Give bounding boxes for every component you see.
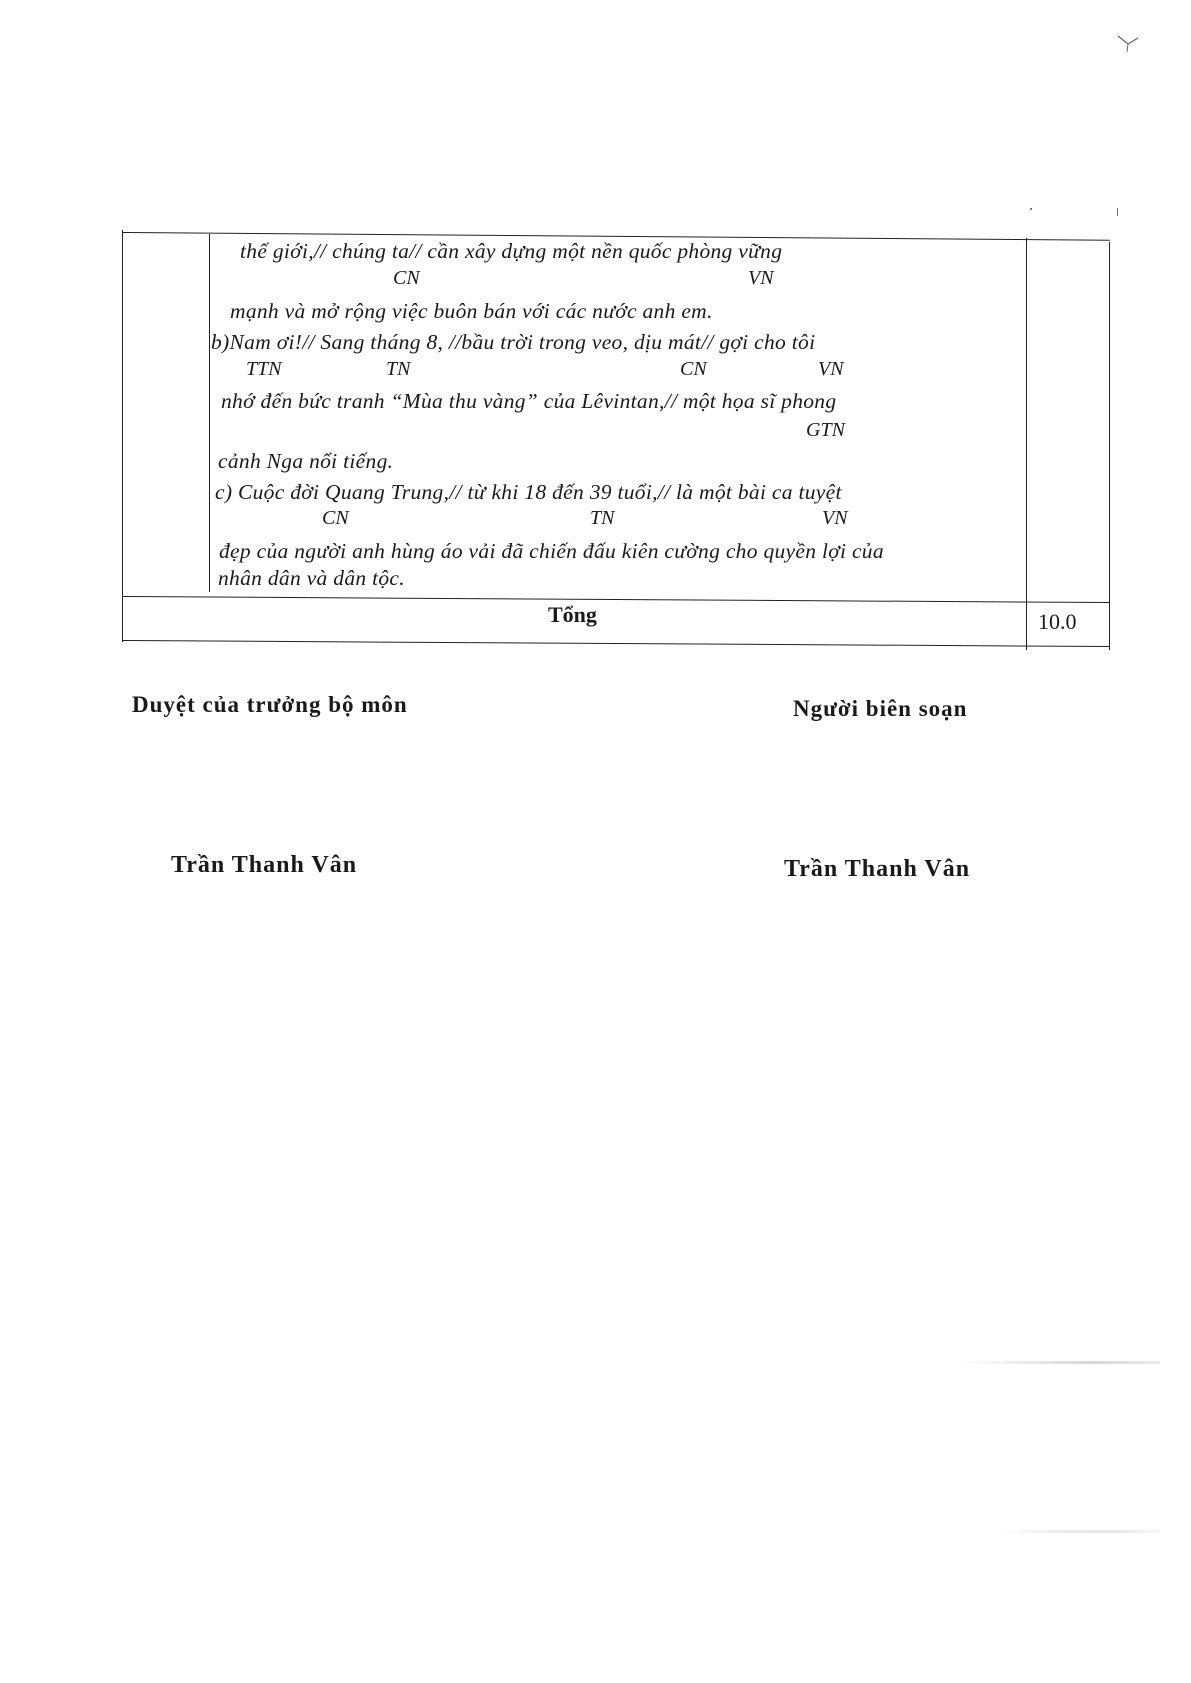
answer-line: mạnh và mở rộng việc buôn bán với các nước anh em. [230,299,713,323]
grammar-tag: TN [590,507,615,529]
approver-name: Trần Thanh Vân [171,852,358,878]
grammar-tag: VN [818,358,844,380]
answer-line: đẹp của người anh hùng áo vải đã chiến đấu kiên cường cho quyền lợi của [219,539,884,563]
author-title: Người biên soạn [793,696,968,721]
grammar-tag: VN [822,507,848,529]
scan-speck [1030,208,1032,210]
scan-noise [1000,1530,1160,1533]
approver-title: Duyệt của trưởng bộ môn [132,692,408,717]
grammar-tag: GTN [806,419,845,441]
total-score: 10.0 [1038,609,1077,634]
answer-line: thế giới,// chúng ta// cần xây dựng một nền quốc phòng vững [240,239,783,263]
table-left-border [122,230,123,642]
scan-corner-mark [1116,28,1142,54]
grammar-tag: VN [748,267,774,289]
scan-speck [1117,208,1118,216]
grammar-tag: TTN [246,358,282,380]
author-name: Trần Thanh Vân [784,856,971,882]
answer-line: b)Nam ơi!// Sang tháng 8, //bầu trời trong veo, dịu mát// gợi cho tôi [211,330,816,354]
grammar-tag: CN [393,267,420,289]
table-column-divider [1026,238,1027,650]
grammar-tag: TN [386,358,411,380]
table-column-divider [209,234,210,592]
table-right-border [1109,242,1110,650]
answer-line: nhớ đến bức tranh “Mùa thu vàng” của Lêvintan,// một họa sĩ phong [221,389,837,413]
total-label: Tổng [548,602,597,627]
answer-line: nhân dân và dân tộc. [218,566,405,590]
grammar-tag: CN [322,507,349,529]
table-bottom-border [122,640,1110,647]
answer-line: cảnh Nga nổi tiếng. [218,449,394,473]
answer-line: c) Cuộc đời Quang Trung,// từ khi 18 đến 39 tuổi,// là một bài ca tuyệt [215,480,842,504]
table-row-divider [122,596,1110,603]
grammar-tag: CN [680,358,707,380]
scan-noise [960,1361,1160,1364]
